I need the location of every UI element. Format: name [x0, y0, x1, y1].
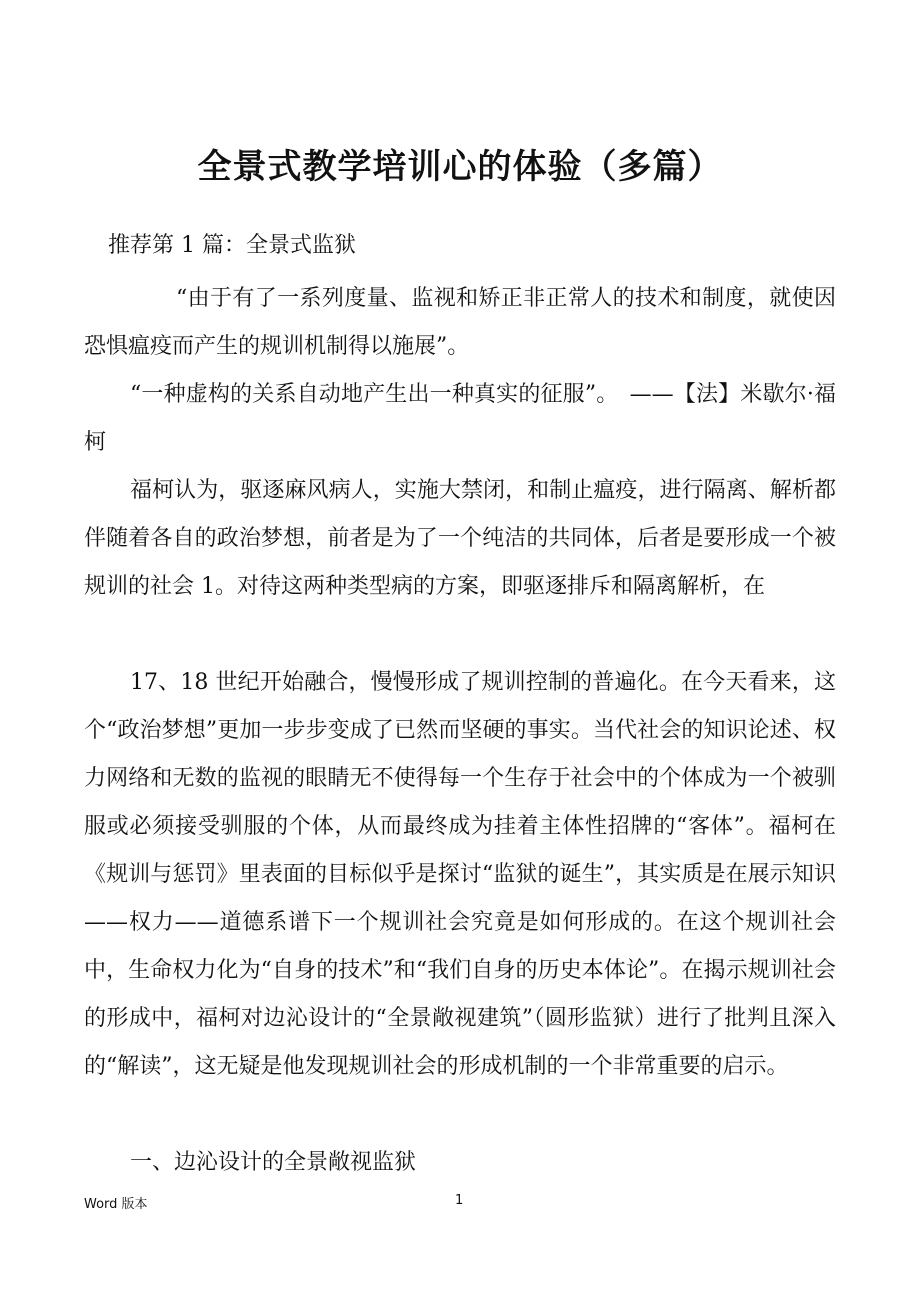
- document-title: 全景式教学培训心的体验（多篇）: [197, 147, 723, 187]
- section-heading: 一、边沁设计的全景敞视监狱: [130, 1150, 417, 1175]
- paragraph-quote-2: “一种虚构的关系自动地产生出一种真实的征服”。 ——【法】米歇尔·福柯: [84, 382, 836, 455]
- footer-label: Word 版本: [84, 1197, 148, 1212]
- paragraph-quote-1: “由于有了一系列度量、监视和矫正非正常人的技术和制度，就使因恐惧瘟疫而产生的规训机制得以施展”。: [84, 286, 836, 359]
- paragraph-body-2: 17、18 世纪开始融合，慢慢形成了规训控制的普遍化。在今天看来，这个“政治梦想”更加一步步变成了已然而坚硬的事实。当代社会的知识论述、权力网络和无数的监视的眼睛无不使得每一个生存于社会中的个体成为一个被驯服或必须接受驯服的个体，从而最终成为挂着主体性招牌的“客体”。福柯在《规训与惩罚》里表面的目标似乎是探讨“监狱的诞生”，其实质是在展示知识——权力——道德系谱下一个规训社会究竟是如何形成的。在这个规训社会中，生命权力化为“自身的技术”和“我们自身的历史本体论”。在揭示规训社会的形成中，福柯对边沁设计的“全景敞视建筑”（圆形监狱）进行了批判且深入的“解读”，这无疑是他发现规训社会的形成机制的一个非常重要的启示。: [84, 670, 836, 1079]
- page-number: 1: [455, 1193, 464, 1208]
- subheading: 推荐第 1 篇：全景式监狱: [108, 233, 356, 258]
- paragraph-body-1: 福柯认为，驱逐麻风病人，实施大禁闭，和制止瘟疫，进行隔离、解析都伴随着各自的政治梦想，前者是为了一个纯洁的共同体，后者是要形成一个被规训的社会 1。对待这两种类型病的方案，即驱逐排斥和隔离解析，在: [84, 478, 836, 599]
